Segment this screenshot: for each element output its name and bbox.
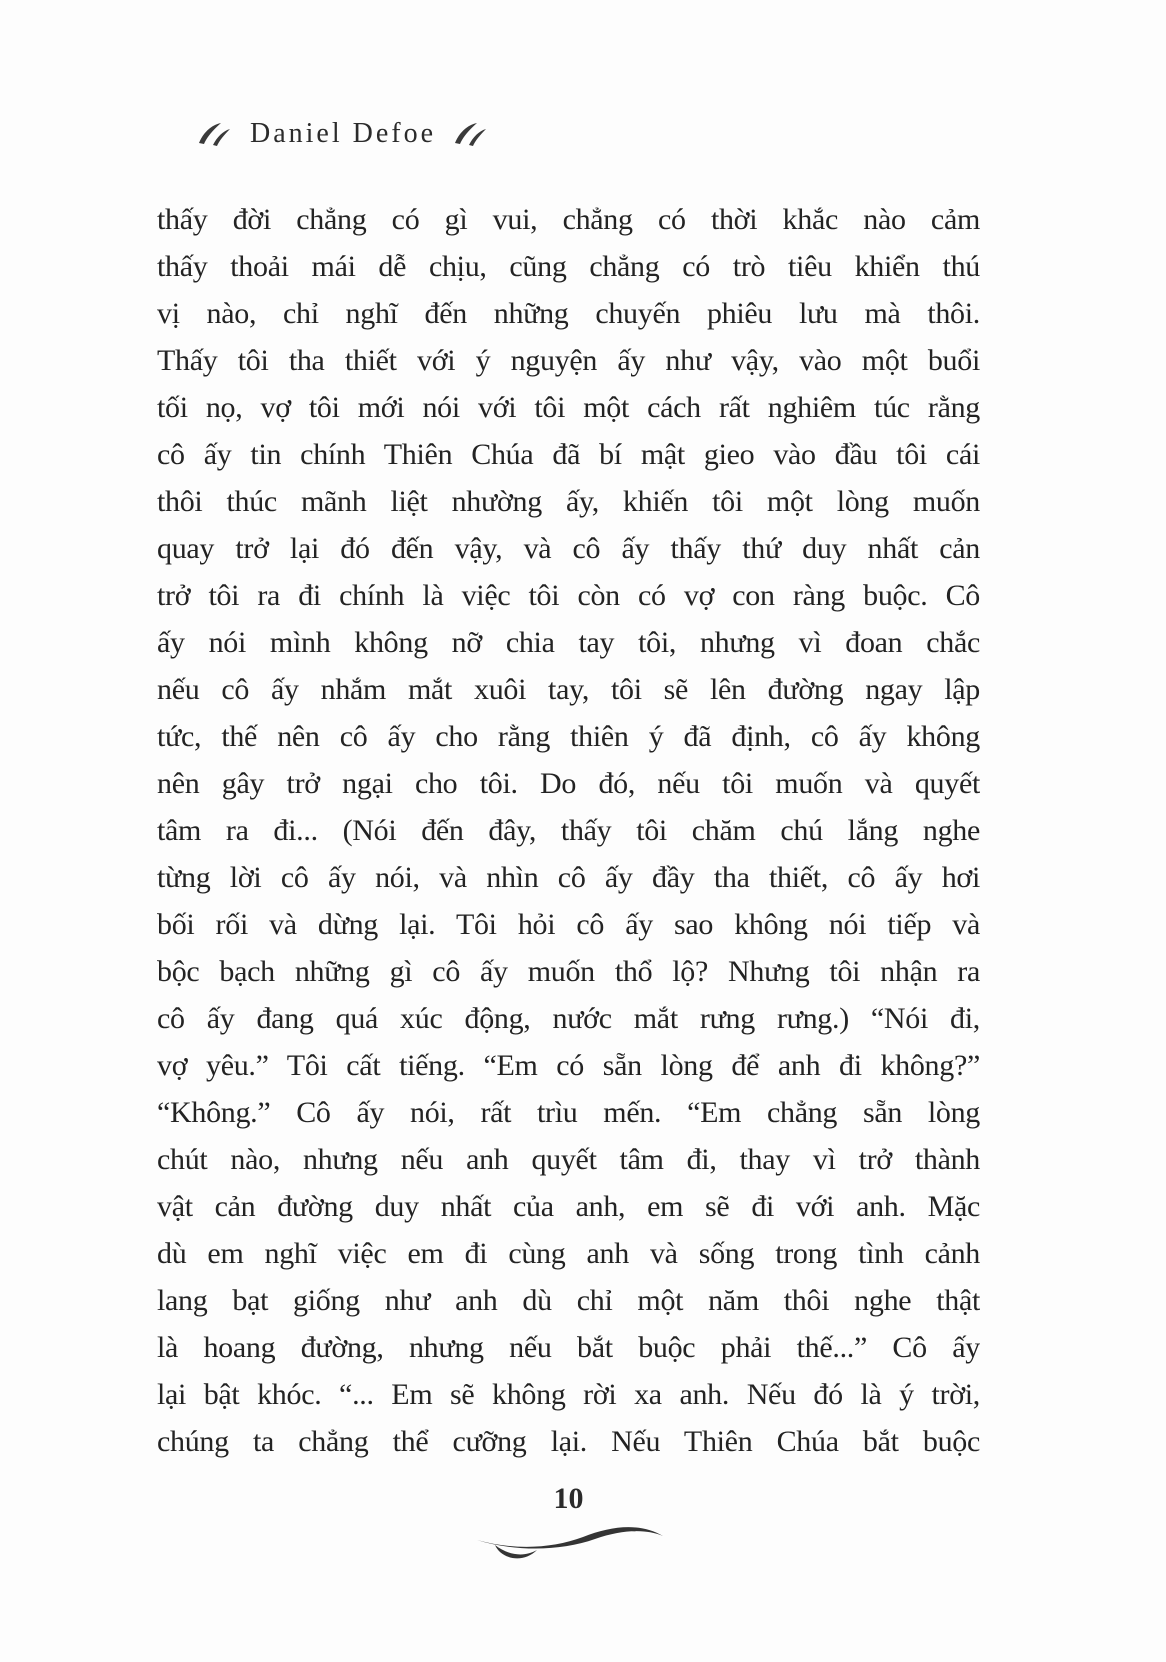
text-line: tối nọ, vợ tôi mới nói với tôi một cách rất nghiêm túc rằng — [157, 391, 980, 424]
author-name: Daniel Defoe — [250, 118, 437, 149]
page-footer — [157, 1482, 980, 1567]
text-line: thấy thoải mái dễ chịu, cũng chẳng có trò tiêu khiển thú — [157, 250, 980, 283]
text-line: vợ yêu.” Tôi cất tiếng. “Em có sẵn lòng để anh đi không?” — [157, 1049, 980, 1082]
text-line: chúng ta chẳng thể cưỡng lại. Nếu Thiên Chúa bắt buộc — [157, 1425, 980, 1458]
leaf-flourish-left-icon — [196, 120, 234, 148]
text-line: vật cản đường duy nhất của anh, em sẽ đi với anh. Mặc — [157, 1190, 980, 1223]
text-line: là hoang đường, nhưng nếu bắt buộc phải thế...” Cô ấy — [157, 1331, 980, 1364]
text-line: thôi thúc mãnh liệt nhường ấy, khiến tôi một lòng muốn — [157, 485, 980, 518]
text-line: vị nào, chỉ nghĩ đến những chuyến phiêu lưu mà thôi. — [157, 297, 980, 330]
text-line: “Không.” Cô ấy nói, rất trìu mến. “Em chẳng sẵn lòng — [157, 1096, 980, 1129]
text-line: Thấy tôi tha thiết với ý nguyện ấy như vậy, vào một buổi — [157, 344, 980, 377]
text-line: chút nào, nhưng nếu anh quyết tâm đi, thay vì trở thành — [157, 1143, 980, 1176]
text-line: lại bật khóc. “... Em sẽ không rời xa anh. Nếu đó là ý trời, — [157, 1378, 980, 1411]
text-line: dù em nghĩ việc em đi cùng anh và sống trong tình cảnh — [157, 1237, 980, 1270]
text-line: tâm ra đi... (Nói đến đây, thấy tôi chăm chú lắng nghe — [157, 814, 980, 847]
text-line: từng lời cô ấy nói, và nhìn cô ấy đầy tha thiết, cô ấy hơi — [157, 861, 980, 894]
text-line: trở tôi ra đi chính là việc tôi còn có vợ con ràng buộc. Cô — [157, 579, 980, 612]
page-number: 10 — [553, 1482, 584, 1515]
text-line: tức, thế nên cô ấy cho rằng thiên ý đã định, cô ấy không — [157, 720, 980, 753]
text-line: quay trở lại đó đến vậy, và cô ấy thấy thứ duy nhất cản — [157, 532, 980, 565]
text-line: nên gây trở ngại cho tôi. Do đó, nếu tôi muốn và quyết — [157, 767, 980, 800]
text-line: cô ấy đang quá xúc động, nước mắt rưng rưng.) “Nói đi, — [157, 1002, 980, 1035]
leaf-flourish-right-icon — [452, 120, 490, 148]
text-line: bộc bạch những gì cô ấy muốn thổ lộ? Nhưng tôi nhận ra — [157, 955, 980, 988]
text-line: ấy nói mình không nỡ chia tay tôi, nhưng vì đoan chắc — [157, 626, 980, 659]
body-text — [157, 196, 980, 1465]
running-head — [196, 118, 490, 150]
text-line: bối rối và dừng lại. Tôi hỏi cô ấy sao không nói tiếp và — [157, 908, 980, 941]
text-line: lang bạt giống như anh dù chỉ một năm thôi nghe thật — [157, 1284, 980, 1317]
swash-flourish-icon — [157, 1518, 980, 1567]
text-line: thấy đời chẳng có gì vui, chẳng có thời khắc nào cảm — [157, 203, 980, 236]
text-line: cô ấy tin chính Thiên Chúa đã bí mật gieo vào đầu tôi cái — [157, 438, 980, 471]
text-line: nếu cô ấy nhắm mắt xuôi tay, tôi sẽ lên đường ngay lập — [157, 673, 980, 706]
